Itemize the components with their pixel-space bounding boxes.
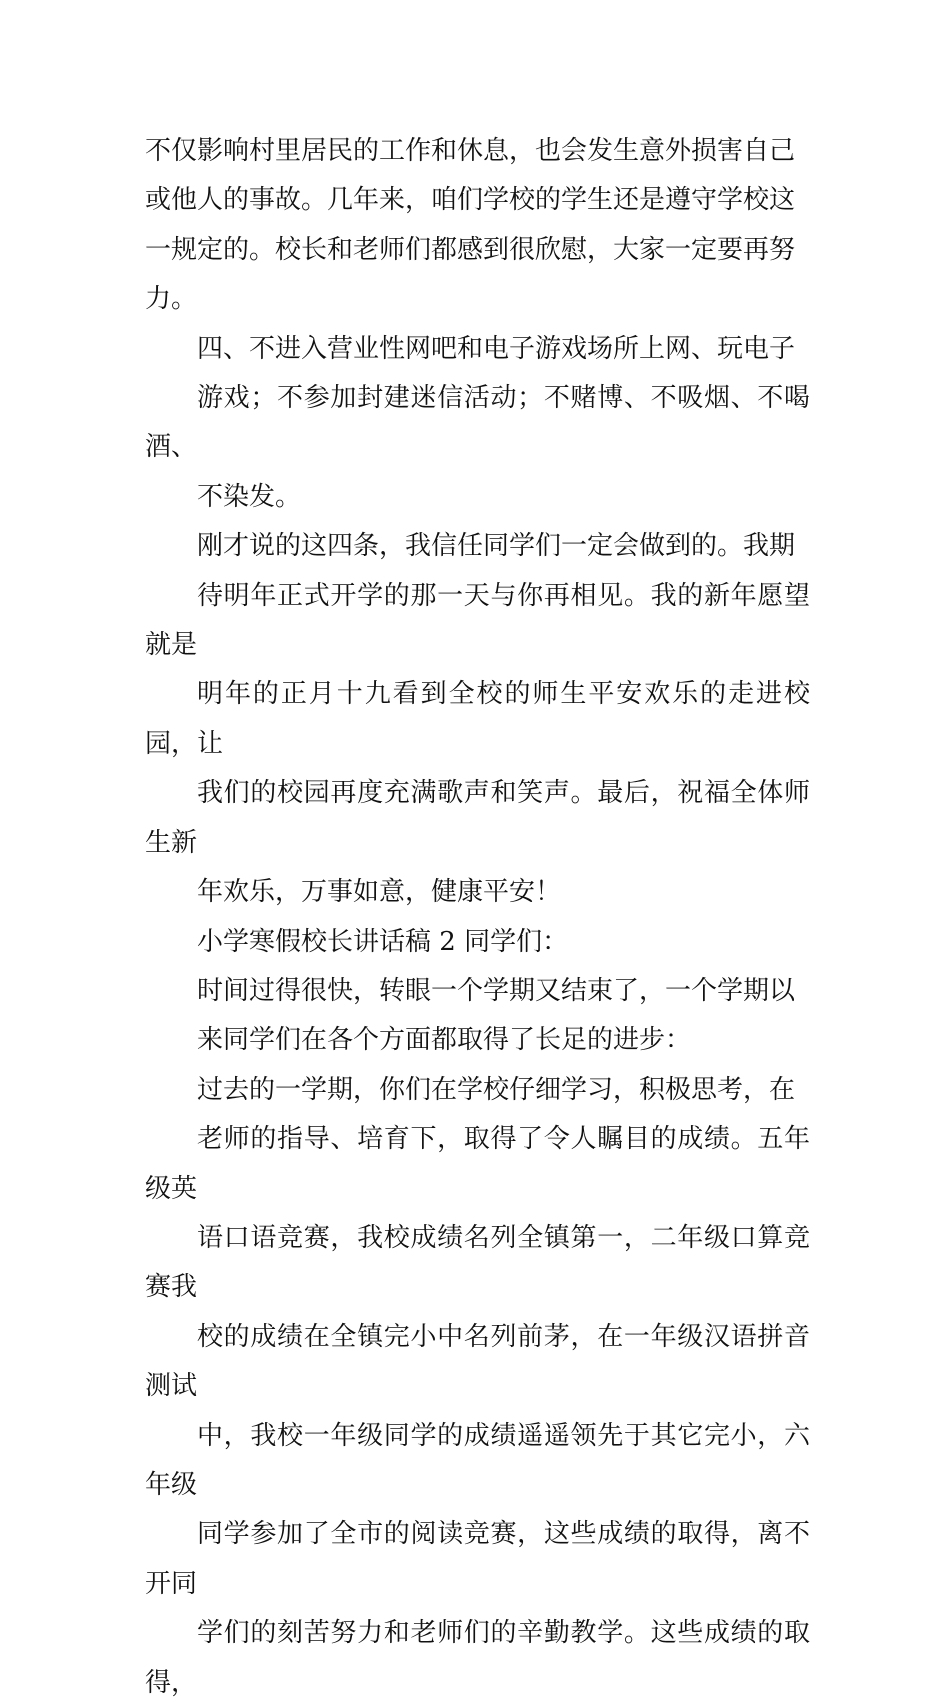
text-line: 四、不进入营业性网吧和电子游戏场所上网、玩电子: [197, 333, 796, 364]
paragraph: [145, 1066, 810, 1708]
paragraph: [145, 918, 810, 967]
text-line: 一规定的。校长和老师们都感到很欣慰，大家一定要再努: [145, 234, 796, 265]
text-line: 待明年正式开学的那一天与你再相见。我的新年愿望就是: [145, 580, 810, 661]
text-line: 语口语竞赛，我校成绩名列全镇第一，二年级口算竞赛我: [145, 1222, 810, 1303]
text-line: 不染发。: [197, 481, 302, 512]
text-line: 中，我校一年级同学的成绩遥遥领先于其它完小，六年级: [145, 1420, 810, 1500]
paragraph: [145, 522, 810, 917]
text-line: 来同学们在各个方面都取得了长足的进步：: [197, 1025, 692, 1056]
text-line: 时间过得很快，转眼一个学期又结束了，一个学期以: [197, 975, 796, 1006]
text-line: 游戏；不参加封建迷信活动；不赌博、不吸烟、不喝酒、: [145, 383, 810, 463]
document-body: [145, 127, 810, 1708]
text-line: 学们的刻苦努力和老师们的辛勤教学。这些成绩的取得，: [145, 1618, 810, 1698]
text-line: 力。: [145, 284, 198, 315]
paragraph: [145, 325, 810, 523]
text-line: 小学寒假校长讲话稿 2 同学们：: [197, 926, 569, 957]
text-line: 过去的一学期，你们在学校仔细学习，积极思考，在: [197, 1074, 796, 1105]
paragraph: [145, 967, 810, 1066]
text-line: 明年的正月十九看到全校的师生平安欢乐的走进校园，让: [145, 679, 810, 759]
text-line: 我们的校园再度充满歌声和笑声。最后，祝福全体师生新: [145, 778, 810, 858]
text-line: 同学参加了全市的阅读竞赛，这些成绩的取得，离不开同: [145, 1519, 810, 1599]
text-line: 刚才说的这四条，我信任同学们一定会做到的。我期: [197, 531, 796, 562]
text-line: 校的成绩在全镇完小中名列前茅，在一年级汉语拼音测试: [145, 1321, 810, 1402]
text-line: 老师的指导、培育下，取得了令人瞩目的成绩。五年级英: [145, 1124, 810, 1204]
text-line: 或他人的事故。几年来，咱们学校的学生还是遵守学校这: [145, 185, 796, 216]
text-line: 不仅影响村里居民的工作和休息，也会发生意外损害自己: [145, 136, 796, 166]
paragraph: [145, 127, 810, 325]
text-line: 年欢乐，万事如意，健康平安！: [197, 877, 562, 908]
